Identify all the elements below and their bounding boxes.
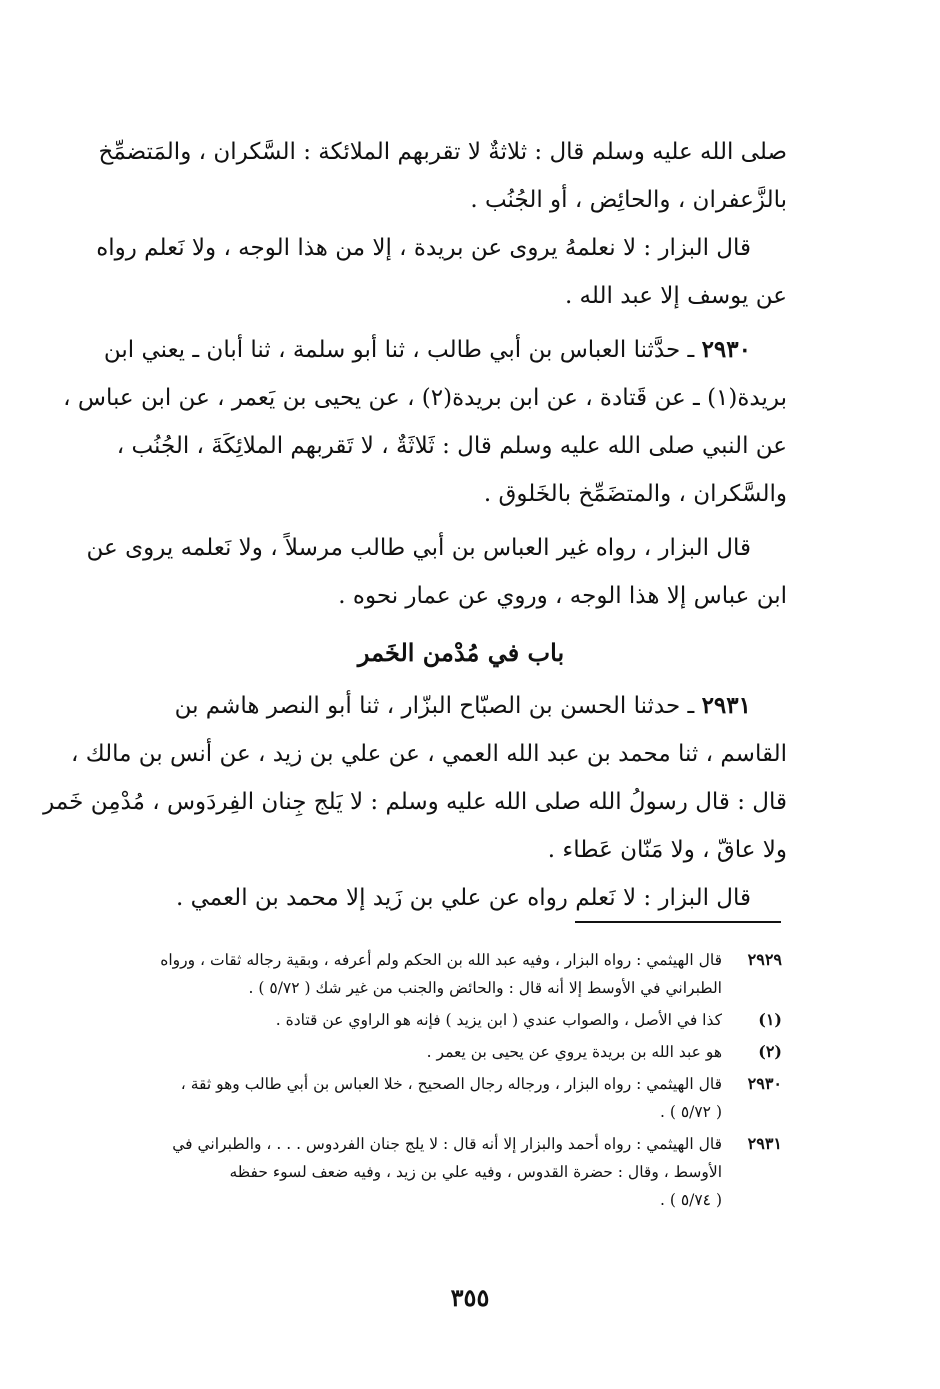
text-line: بريدة(١) ـ عن قَتادة ، عن ابن بريدة(٢) ، عن يحيى بن يَعمر ، عن ابن عباس ، <box>63 385 787 411</box>
footnote-line: الأوسط ، وقال : حضرة القدوس ، وفيه علي بن زيد ، وفيه ضعف لسوء حفظه <box>229 1163 722 1181</box>
footnote <box>130 1070 782 1126</box>
footnote-line: الطبراني في الأوسط إلا أنه قال : والحائض والجنب من غير شك ( ٥/٧٢ ) . <box>248 979 722 997</box>
hadith-2931-first-line <box>135 682 787 730</box>
page-number: ٣٥٥ <box>450 1283 490 1312</box>
text-line: قال : قال رسولُ الله صلى الله عليه وسلم : لا يَلج جِنان الفِردَوس ، مُدْمِن خَمر <box>43 789 787 815</box>
text-line: صلى الله عليه وسلم قال : ثلاثةٌ لا تقربهم الملائكة : السَّكران ، والمَتضمِّخ <box>98 139 787 165</box>
footnote <box>130 1038 782 1066</box>
footnote-label: ٢٩٢٩ <box>747 950 782 969</box>
text-line: ـ حدَّثنا العباس بن أبي طالب ، ثنا أبو سلمة ، ثنا أبان ـ يعني ابن <box>103 337 695 363</box>
footnote <box>130 946 782 1002</box>
footnote-label: ٢٩٣١ <box>747 1134 782 1153</box>
text-line: والسَّكران ، والمتضَمِّخ بالخَلوق . <box>483 481 787 507</box>
footnote-label: ٢٩٣٠ <box>747 1074 782 1093</box>
chapter-heading: باب في مُدْمن الخَمر <box>357 638 565 667</box>
main-text <box>43 128 787 922</box>
footnote-line: هو عبد الله بن بريدة يروي عن يحيى بن يعمر . <box>426 1043 722 1061</box>
text-line: ولا عاقّ ، ولا مَنّان عَطاء . <box>547 837 787 863</box>
text-line: بالزَّعفران ، والحائِض ، أو الجُنُب . <box>470 187 787 213</box>
footnote-line: قال الهيثمي : رواه البزار ، وفيه عبد الله بن الحكم ولم أعرفه ، وبقية رجاله ثقات ، ورواه <box>160 951 722 969</box>
hadith-2930-first-line <box>103 326 787 374</box>
footnote-line: ( ٥/٧٤ ) . <box>659 1191 722 1209</box>
hadith-number: ٢٩٣١ <box>701 692 751 719</box>
footnote <box>130 1006 782 1034</box>
text-line: ـ حدثنا الحسن بن الصبّاح البزّار ، ثنا أبو النصر هاشم بن <box>174 693 695 719</box>
text-line: عن يوسف إلا عبد الله . <box>564 283 787 309</box>
footnote-line: ( ٥/٧٢ ) . <box>659 1103 722 1121</box>
footnote-label: (٢) <box>758 1042 782 1061</box>
footnote-label: (١) <box>758 1010 782 1029</box>
footnote <box>130 1130 782 1214</box>
footnote-line: قال الهيثمي : رواه أحمد والبزار إلا أنه قال : لا يلج جنان الفردوس . . . ، والطبراني في <box>172 1135 722 1153</box>
text-line: قال البزار ، رواه غير العباس بن أبي طالب مرسلاً ، ولا نَعلمه يروى عن <box>86 535 751 561</box>
hadith-number: ٢٩٣٠ <box>701 336 751 363</box>
text-line: قال البزار : لا نعلمهُ يروى عن بريدة ، إلا من هذا الوجه ، ولا نَعلم رواه <box>96 235 751 261</box>
footnote-line: قال الهيثمي : رواه البزار ، ورجاله رجال الصحيح ، خلا العباس بن أبي طالب وهو ثقة ، <box>180 1075 722 1093</box>
text-line: القاسم ، ثنا محمد بن عبد الله العمي ، عن علي بن زيد ، عن أنس بن مالك ، <box>71 741 787 767</box>
text-line: عن النبي صلى الله عليه وسلم قال : ثَلاثَةٌ ، لا تَقربهم الملائِكَةَ ، الجُنُب ، <box>116 433 787 459</box>
footnote-line: كذا في الأصل ، والصواب عندي ( ابن يزيد ) فإنه هو الراوي عن قتادة . <box>275 1011 722 1029</box>
footnote-separator <box>575 921 781 923</box>
text-line: قال البزار : لا نَعلم رواه عن علي بن زَيد إلا محمد بن العمي . <box>176 885 751 911</box>
footnotes <box>130 946 782 1218</box>
text-line: ابن عباس إلا هذا الوجه ، وروي عن عمار نحوه . <box>338 583 787 609</box>
